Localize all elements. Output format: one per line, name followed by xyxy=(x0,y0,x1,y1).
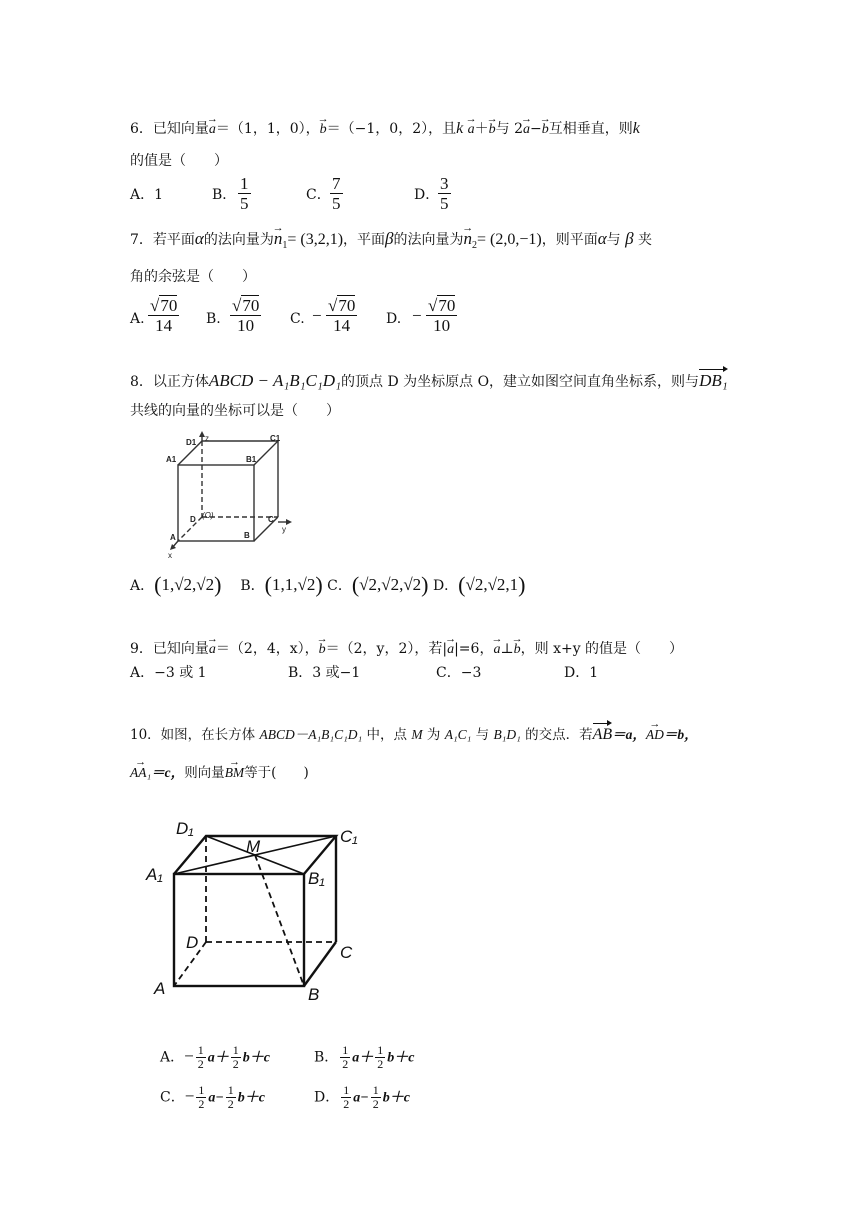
q8-cube-bottom-right-edge xyxy=(254,517,278,541)
q7-option-a-label[interactable]: A. xyxy=(130,311,145,327)
q6-stem: 6．已知向量→ a＝（1，1，0），→ b＝（−1，0，2），且k → a＋→ b与 2→ a−→ b互相垂直，则k xyxy=(130,120,640,139)
q10-label-d1: D₁ xyxy=(176,819,194,838)
q10-box-figure xyxy=(140,812,380,1002)
q10-box-front-face xyxy=(174,874,304,986)
q9-option-a[interactable]: A．−3 或 1 xyxy=(130,665,207,681)
q8-stem: 8．以正方体ABCD − A₁B₁C₁D₁的顶点 D 为坐标原点 O，建立如图空间直角坐标系，则与DB₁ xyxy=(130,371,728,390)
q7-option-b-label[interactable]: B. xyxy=(206,311,221,327)
q6-option-c-label[interactable]: C． xyxy=(306,187,331,203)
q6-option-d: $\frac{3}{5}$ xyxy=(440,174,449,213)
q10-box-bottom-right-edge xyxy=(304,942,336,986)
q10-option-c[interactable]: C．− $\frac{1}{2}$ a− $\frac{1}{2}$ b＋c xyxy=(160,1083,266,1111)
q8-y-arrow xyxy=(286,519,292,525)
q8-option-a[interactable]: A．(1,√2,√2) xyxy=(130,572,222,597)
q7-option-d-sign: − xyxy=(412,306,422,325)
q10-label-m: M xyxy=(246,837,261,856)
q10-option-a[interactable]: A．− $\frac{1}{2}$ a＋ $\frac{1}{2}$ b＋c xyxy=(160,1043,270,1071)
q8-label-c1: C1 xyxy=(270,434,281,443)
q6-option-d-label[interactable]: D． xyxy=(414,187,440,203)
q8-cube-figure xyxy=(160,430,300,560)
q8-label-a1: A1 xyxy=(166,455,177,464)
q6-option-b: $\frac{1}{5}$ xyxy=(240,174,249,213)
q10-label-b: B xyxy=(308,985,320,1002)
q8-option-c[interactable]: C．(√2,√2,√2) xyxy=(327,572,429,597)
q10-stem-line2: → AA₁＝c，则向量→ BM等于( ) xyxy=(130,764,309,782)
q8-label-z: z xyxy=(205,434,209,443)
q8-label-a: A xyxy=(170,533,176,542)
q6-options xyxy=(130,174,730,218)
q8-options xyxy=(130,572,526,597)
q8-label-b: B xyxy=(244,531,250,540)
q6-option-b-label[interactable]: B． xyxy=(212,187,237,203)
q6-option-a[interactable]: A．1 xyxy=(130,187,164,203)
q7-stem-line2: 角的余弦是（ ） xyxy=(130,269,256,285)
q7-options xyxy=(130,296,730,344)
q8-label-o: (O) xyxy=(202,511,214,520)
q7-option-c-label[interactable]: C. xyxy=(290,311,305,327)
q8-option-d[interactable]: D．(√2,√2,1) xyxy=(432,572,526,597)
q10-label-d: D xyxy=(186,933,199,952)
q7-option-c: $\frac{√70}{14}$ xyxy=(328,296,356,335)
q10-options-row2 xyxy=(160,1080,560,1111)
q10-option-d[interactable]: D． $\frac{1}{2}$ a− $\frac{1}{2}$ b＋c xyxy=(314,1083,410,1111)
q10-options-row1 xyxy=(160,1040,560,1071)
q8-label-y: y xyxy=(282,525,286,534)
q9-option-b[interactable]: B．3 或−1 xyxy=(288,665,361,681)
q8-label-x: x xyxy=(168,551,172,560)
q7-option-b: $\frac{√70}{10}$ xyxy=(232,296,260,335)
q9-stem: 9．已知向量→ a＝（2，4，x），→ b＝（2，y，2），若|→ a|=6，→ a⊥→ b，则 x+y 的值是（ ） xyxy=(130,640,683,659)
q10-label-a: A xyxy=(154,979,166,998)
q9-option-c[interactable]: C．−3 xyxy=(436,665,482,681)
q8-label-c: C xyxy=(268,515,274,524)
q8-option-b[interactable]: B．(1,1,√2) xyxy=(240,572,323,597)
q10-label-b1: B₁ xyxy=(308,869,325,888)
q9-options xyxy=(130,664,730,684)
q10-label-c: C xyxy=(340,943,353,962)
q10-label-a1: A₁ xyxy=(146,865,163,884)
q7-stem: 7．若平面α的法向量为→ $n_1= (3,2,1)$，平面β的法向量为→ $n_2= (2,0,-1)$，则平面α与 β 夹 xyxy=(130,230,652,255)
q8-label-b1: B1 xyxy=(246,455,257,464)
q10-label-c1: C₁ xyxy=(340,827,358,846)
q8-label-d: D xyxy=(190,515,196,524)
q9-option-d[interactable]: D．1 xyxy=(564,665,599,681)
q6-option-c: $\frac{7}{5}$ xyxy=(332,174,341,213)
q10-stem: 10．如图，在长方体 ABCD－A₁B₁C₁D₁ 中，点 M 为 A₁C₁ 与 B₁D₁ 的交点．若AB＝a，→ AD＝b， xyxy=(130,724,698,744)
q7-option-c-sign: − xyxy=(312,306,322,325)
q8-label-d1: D1 xyxy=(186,438,197,447)
q6-stem-line2: 的值是（ ） xyxy=(130,153,228,169)
q7-option-a: $\frac{√70}{14}$ xyxy=(150,296,178,335)
q10-option-b[interactable]: B． $\frac{1}{2}$ a＋ $\frac{1}{2}$ b＋c xyxy=(314,1043,415,1071)
q7-option-d: $\frac{√70}{10}$ xyxy=(428,296,456,335)
q8-stem-line2: 共线的向量的坐标可以是（ ） xyxy=(130,403,340,419)
q7-option-d-label[interactable]: D. xyxy=(386,311,402,327)
